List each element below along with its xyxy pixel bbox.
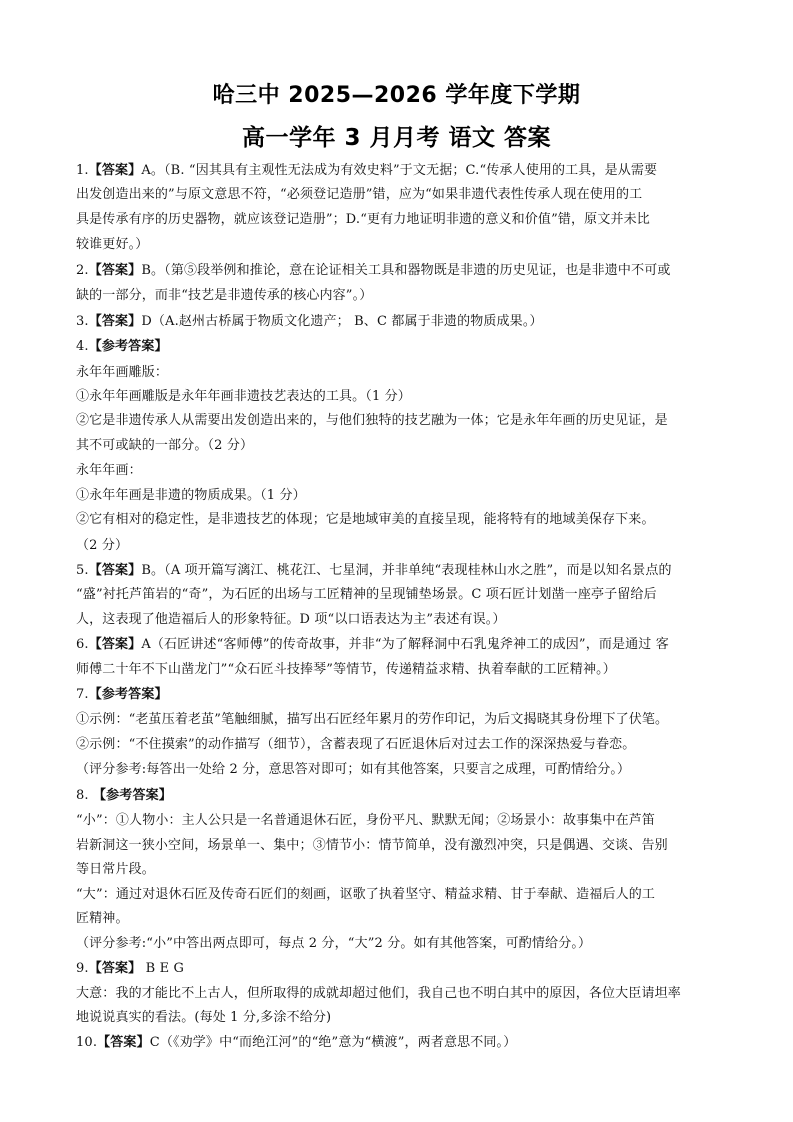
answer-item-start: [76, 162, 726, 180]
answer-item-start: [76, 313, 726, 331]
answer-tag: 【答案】: [97, 1035, 150, 1050]
answer-item-start: [76, 562, 726, 580]
question-number: 9.: [76, 961, 89, 976]
answer-line: [76, 487, 726, 505]
question-number: 4.: [76, 339, 89, 354]
answer-line: [76, 437, 726, 455]
answer-item-start: [76, 338, 726, 356]
answer-text: D（A.赵州古桥属于物质文化遗产； B、C 都属于非遗的物质成果。）: [141, 314, 543, 329]
question-number: 7.: [76, 687, 89, 702]
answer-line: [76, 711, 726, 729]
answer-text: 大意：我的才能比不上古人，但所取得的成就却超过他们，我自己也不明白其中的原因，各位大臣请坦率: [76, 986, 681, 1001]
answer-text: ②它是非遗传承人从需要出发创造出来的，与他们独特的技艺融为一体；它是永年年画的历史见证，是: [76, 413, 668, 428]
answer-text: A。（B. “因其具有主观性无法成为有效史料”于文无据；C.“传承人使用的工具，是从需要: [141, 163, 658, 178]
page-subtitle: 高一学年 3 月月考 语文 答案: [241, 125, 552, 151]
answer-line: [76, 1009, 726, 1027]
answer-tag: 【参考答案】: [88, 339, 168, 354]
answer-text: ①永年年画是非遗的物质成果。（1 分）: [76, 488, 306, 503]
answer-line: [76, 935, 726, 953]
answer-text: 较谁更好。）: [76, 237, 149, 252]
answer-text: 等日常片段。: [76, 862, 155, 877]
answer-line: [76, 537, 726, 555]
answer-tag: 【答案】: [88, 961, 142, 976]
answer-text: （评分参考:“小”中答出两点即可，每点 2 分，“大”2 分。如有其他答案，可酌情给分。）: [76, 936, 592, 951]
answer-text: “大”：通过对退休石匠及传奇石匠们的刻画，讴歌了执着坚守、精益求精、甘于奉献、造福后人的工: [76, 887, 656, 902]
answer-line: [76, 236, 726, 254]
question-number: 5.: [76, 563, 89, 578]
answer-tag: 【答案】: [88, 163, 142, 178]
question-number: 8.: [76, 788, 93, 803]
answer-text: ②示例：“不住摸索”的动作描写（细节），含蓄表现了石匠退休后对过去工作的深深热爱与眷恋。: [76, 737, 636, 752]
answer-text: “盛”衬托芦笛岩的“奇”，为石匠的出场与工匠精神的呈现铺垫场景。C 项石匠计划凿一座亭子留给后: [76, 587, 657, 602]
answer-text: C（《劝学》中“而绝江河”的“绝”意为“横渡”，两者意思不同。）: [149, 1035, 517, 1050]
answer-line: [76, 412, 726, 430]
question-number: 3.: [76, 314, 89, 329]
answer-tag: 【参考答案】: [93, 788, 172, 803]
answer-line: [76, 837, 726, 855]
answer-text: ①示例：“老茧压着老茧”笔触细腻，描写出石匠经年累月的劳作印记，为后文揭晓其身份埋下了伏笔。: [76, 712, 669, 727]
answer-line: [76, 886, 726, 904]
answer-text: 师傅二十年不下山凿龙门”“众石匠斗技捧琴”等情节，传递精益求精、执着奉献的工匠精神。）: [76, 662, 616, 677]
answer-text: 永年年画雕版：: [76, 365, 169, 380]
answer-text: B E G: [141, 961, 185, 976]
answer-line: [76, 861, 726, 879]
answer-item-start: [76, 787, 726, 805]
answer-text: 其不可或缺的一部分。（2 分）: [76, 438, 254, 453]
answer-line: [76, 910, 726, 928]
answer-line: [76, 462, 726, 480]
answer-tag: 【答案】: [88, 263, 142, 278]
answer-line: [76, 661, 726, 679]
answer-item-start: [76, 636, 726, 654]
answer-line: [76, 287, 726, 305]
answer-text: 匠精神。: [76, 911, 129, 926]
question-number: 10.: [76, 1035, 98, 1050]
answer-text: “小”：①人物小：主人公只是一名普通退休石匠，身份平凡、默默无闻；②场景小：故事集中在芦笛: [76, 813, 656, 828]
answer-tag: 【答案】: [88, 563, 142, 578]
answer-tag: 【参考答案】: [88, 687, 168, 702]
answer-text: ②它有相对的稳定性，是非遗技艺的体现；它是地域审美的直接呈现，能将特有的地域美保存下来。: [76, 512, 655, 527]
answer-text: 岩新洞这一狭小空间，场景单一、集中；③情节小：情节简单，没有激烈冲突，只是偶遇、交谈、告别: [76, 838, 668, 853]
page-title: 哈三中 2025—2026 学年度下学期: [212, 83, 581, 108]
answer-line: [76, 211, 726, 229]
answer-tag: 【答案】: [88, 637, 142, 652]
answer-line: [76, 388, 726, 406]
answer-text: 人，这表现了他造福后人的形象特征。D 项“以口语表达为主”表述有误。）: [76, 612, 506, 627]
answer-tag: 【答案】: [88, 314, 142, 329]
answer-text: ①永年年画雕版是永年年画非遗技艺表达的工具。（1 分）: [76, 389, 411, 404]
answer-text: 出发创造出来的”与原文意思不符，“必须登记造册”错，应为“如果非遗代表性传承人现在使用的工: [76, 187, 643, 202]
answer-line: [76, 985, 726, 1003]
answer-text: B。（第⑤段举例和推论，意在论证相关工具和器物既是非遗的历史见证，也是非遗中不可或: [141, 263, 671, 278]
answer-text: 永年年画：: [76, 463, 142, 478]
question-number: 6.: [76, 637, 89, 652]
answer-text: 地说说真实的看法。(每处 1 分,多涂不给分): [76, 1010, 332, 1025]
answer-text: 缺的一部分，而非“技艺是非遗传承的核心内容”。）: [76, 288, 373, 303]
question-number: 1.: [76, 163, 89, 178]
answer-item-start: [76, 1034, 726, 1052]
question-number: 2.: [76, 263, 89, 278]
answer-text: （评分参考:每答出一处给 2 分，意思答对即可；如有其他答案，只要言之成理，可酌情给分。）: [76, 762, 631, 777]
answer-line: [76, 511, 726, 529]
answer-line: [76, 736, 726, 754]
answer-line: [76, 812, 726, 830]
answer-item-start: [76, 262, 726, 280]
answer-line: [76, 364, 726, 382]
answer-line: [76, 761, 726, 779]
answer-text: 具是传承有序的历史器物，就应该登记造册”；D.“更有力地证明非遗的意义和价值”错，原文并未比: [76, 212, 650, 227]
answer-line: [76, 586, 726, 604]
answer-text: （2 分）: [76, 538, 129, 553]
answer-text: B。（A 项开篇写漓江、桃花江、七星洞，并非单纯“表现桂林山水之胜”，而是以知名景点的: [141, 563, 672, 578]
answer-text: A（石匠讲述“客师傅”的传奇故事，并非“为了解释洞中石乳鬼斧神工的成因”，而是通过 客: [141, 637, 669, 652]
answer-line: [76, 186, 726, 204]
answer-item-start: [76, 686, 726, 704]
answer-line: [76, 611, 726, 629]
answer-item-start: [76, 960, 726, 978]
